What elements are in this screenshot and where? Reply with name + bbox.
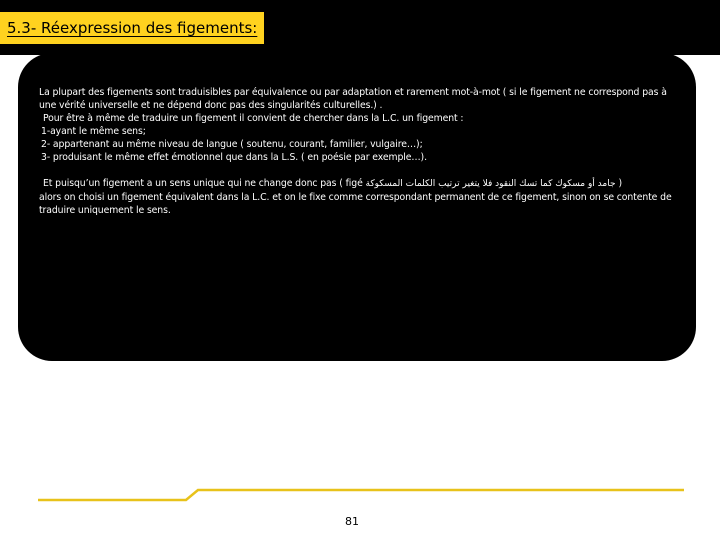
paragraph-1: La plupart des figements sont traduisibles par équivalence ou par adaptation et rarement mot-à-mot ( si le figement ne correspond pas à une vérité universelle et ne dépend donc pas des singularités culturelles.) . [39, 87, 667, 111]
paragraph-3-start: Et puisqu’un figement a un sens unique qui ne change donc pas ( figé [43, 178, 363, 189]
paragraph-3-end: alors on choisi un figement équivalent dans la L.C. et on le fixe comme correspondant permanent de ce figement, sinon on se contente de traduire uniquement le sens. [39, 192, 672, 216]
paragraph-3-first-line [39, 177, 675, 191]
list-item-1: 1-ayant le même sens; [41, 126, 146, 137]
page-number: 81 [345, 515, 359, 528]
content-text [39, 86, 675, 217]
footer-line [38, 490, 684, 500]
list-item-2: 2- appartenant au même niveau de langue ( soutenu, courant, familier, vulgaire…); [41, 139, 423, 150]
arabic-phrase: جامد أو مسكوك كما تسك النقود فلا يتغير ترتيب الكلمات المسكوكة [365, 179, 616, 189]
title-bar [0, 0, 720, 55]
slide-title: 5.3- Réexpression des figements: [7, 19, 258, 37]
title-highlight [0, 12, 264, 44]
list-item-3: 3- produisant le même effet émotionnel que dans la L.S. ( en poésie par exemple…). [41, 152, 427, 163]
footer-decoration [0, 480, 720, 540]
spacer [39, 164, 675, 177]
closing-parenthesis: ) [618, 178, 623, 189]
paragraph-2: Pour être à même de traduire un figement il convient de chercher dans la L.C. un figement : [43, 113, 464, 124]
